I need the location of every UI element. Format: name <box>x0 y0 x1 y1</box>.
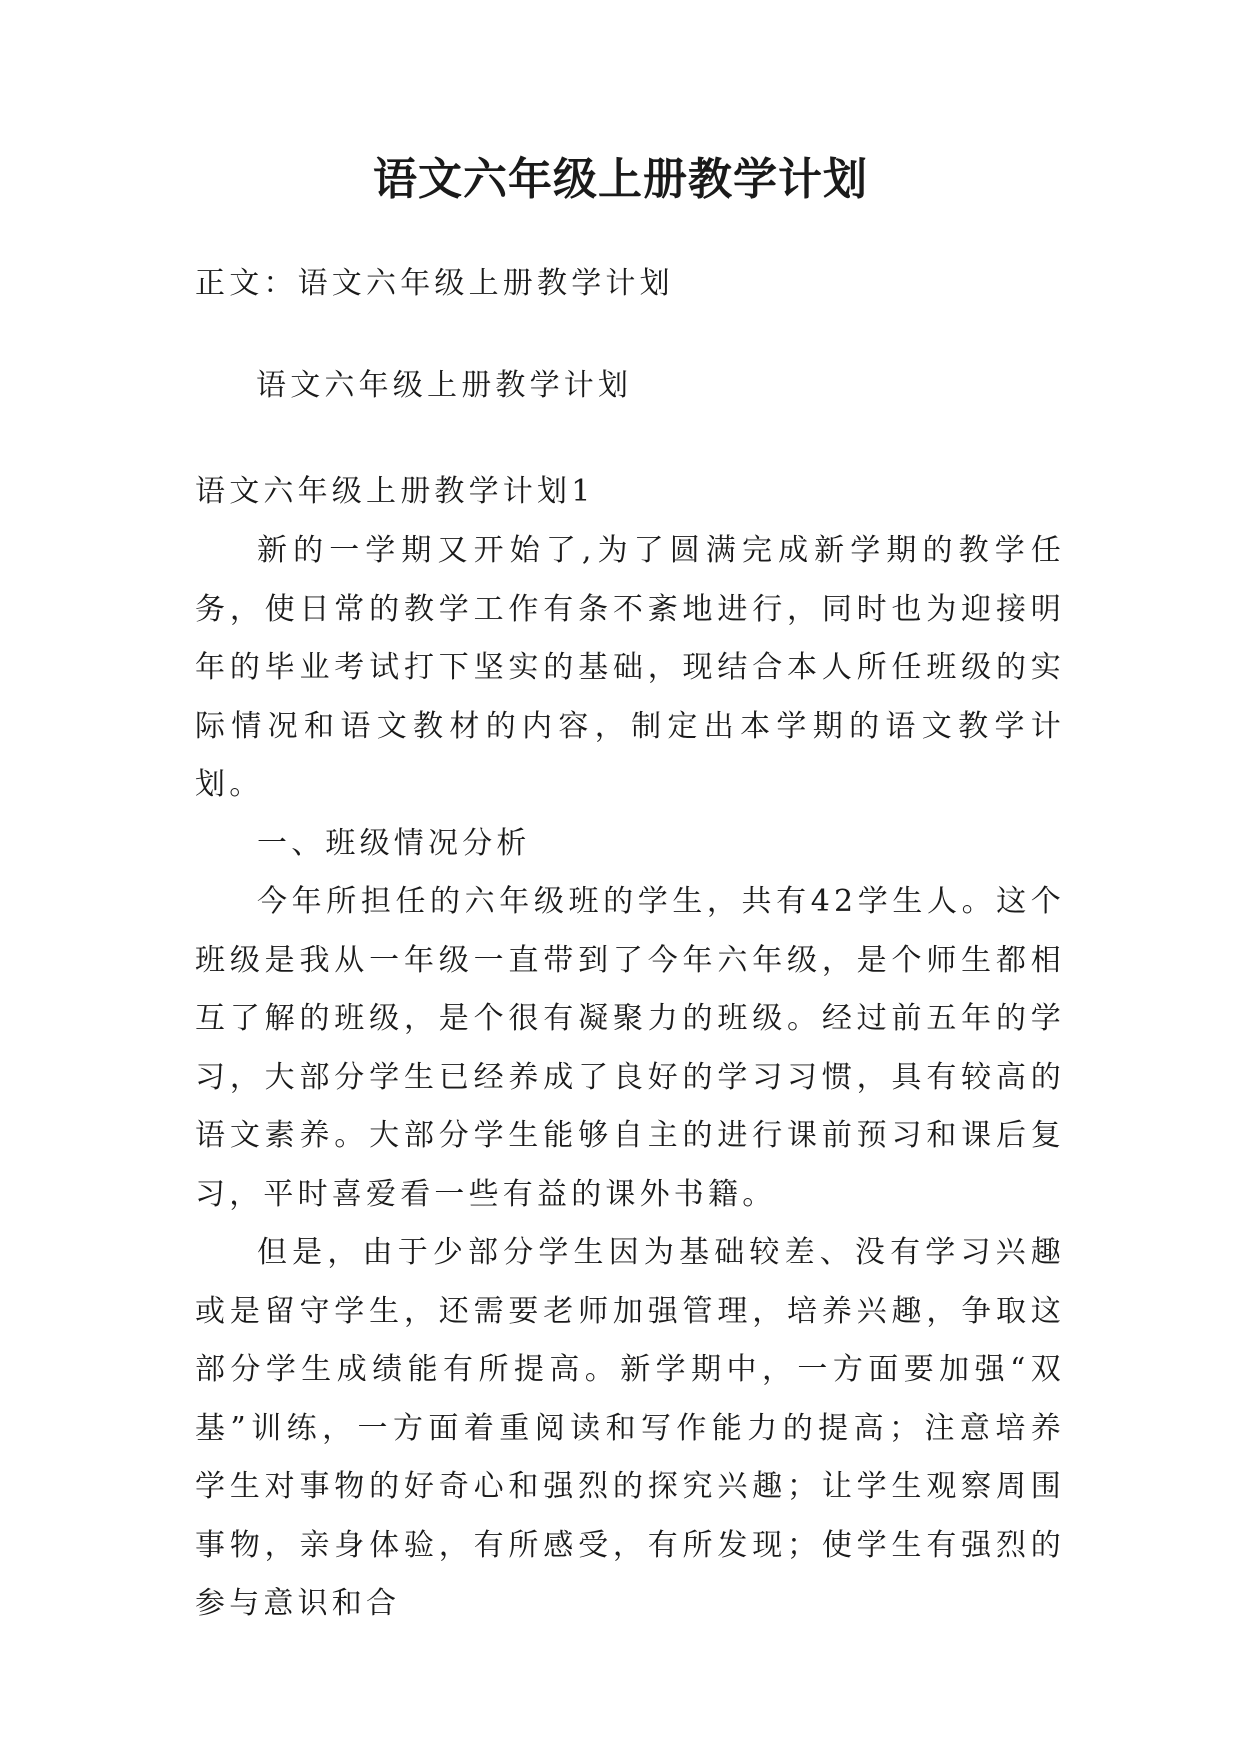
body-text <box>195 522 1065 1634</box>
paragraph-weak-students: 但是，由于少部分学生因为基础较差、没有学习兴趣或是留守学生，还需要老师加强管理，培养兴趣，争取这部分学生成绩能有所提高。新学期中，一方面要加强“双基”训练，一方面着重阅读和写作能力的提高；注意培养学生对事物的好奇心和强烈的探究兴趣；让学生观察周围事物，亲身体验，有所感受，有所发现；使学生有强烈的参与意识和合 <box>195 1235 1065 1621</box>
label-line: 正文：语文六年级上册教学计划 <box>195 266 674 301</box>
subtitle: 语文六年级上册教学计划 <box>256 368 633 403</box>
paragraph-heading-class-analysis: 一、班级情况分析 <box>257 825 531 861</box>
document-title: 语文六年级上册教学计划 <box>373 154 868 205</box>
paragraph-class-situation: 今年所担任的六年级班的学生，共有42学生人。这个班级是我从一年级一直带到了今年六年级，是个师生都相互了解的班级，是个很有凝聚力的班级。经过前五年的学习，大部分学生已经养成了良好的学习习惯，具有较高的语文素养。大部分学生能够自主的进行课前预习和课后复习，平时喜爱看一些有益的课外书籍。 <box>195 884 1065 1212</box>
section-title: 语文六年级上册教学计划1 <box>195 474 595 509</box>
paragraph-intro: 新的一学期又开始了,为了圆满完成新学期的教学任务，使日常的教学工作有条不紊地进行，同时也为迎接明年的毕业考试打下坚实的基础，现结合本人所任班级的实际情况和语文教材的内容，制定出本学期的语文教学计划。 <box>195 533 1065 802</box>
